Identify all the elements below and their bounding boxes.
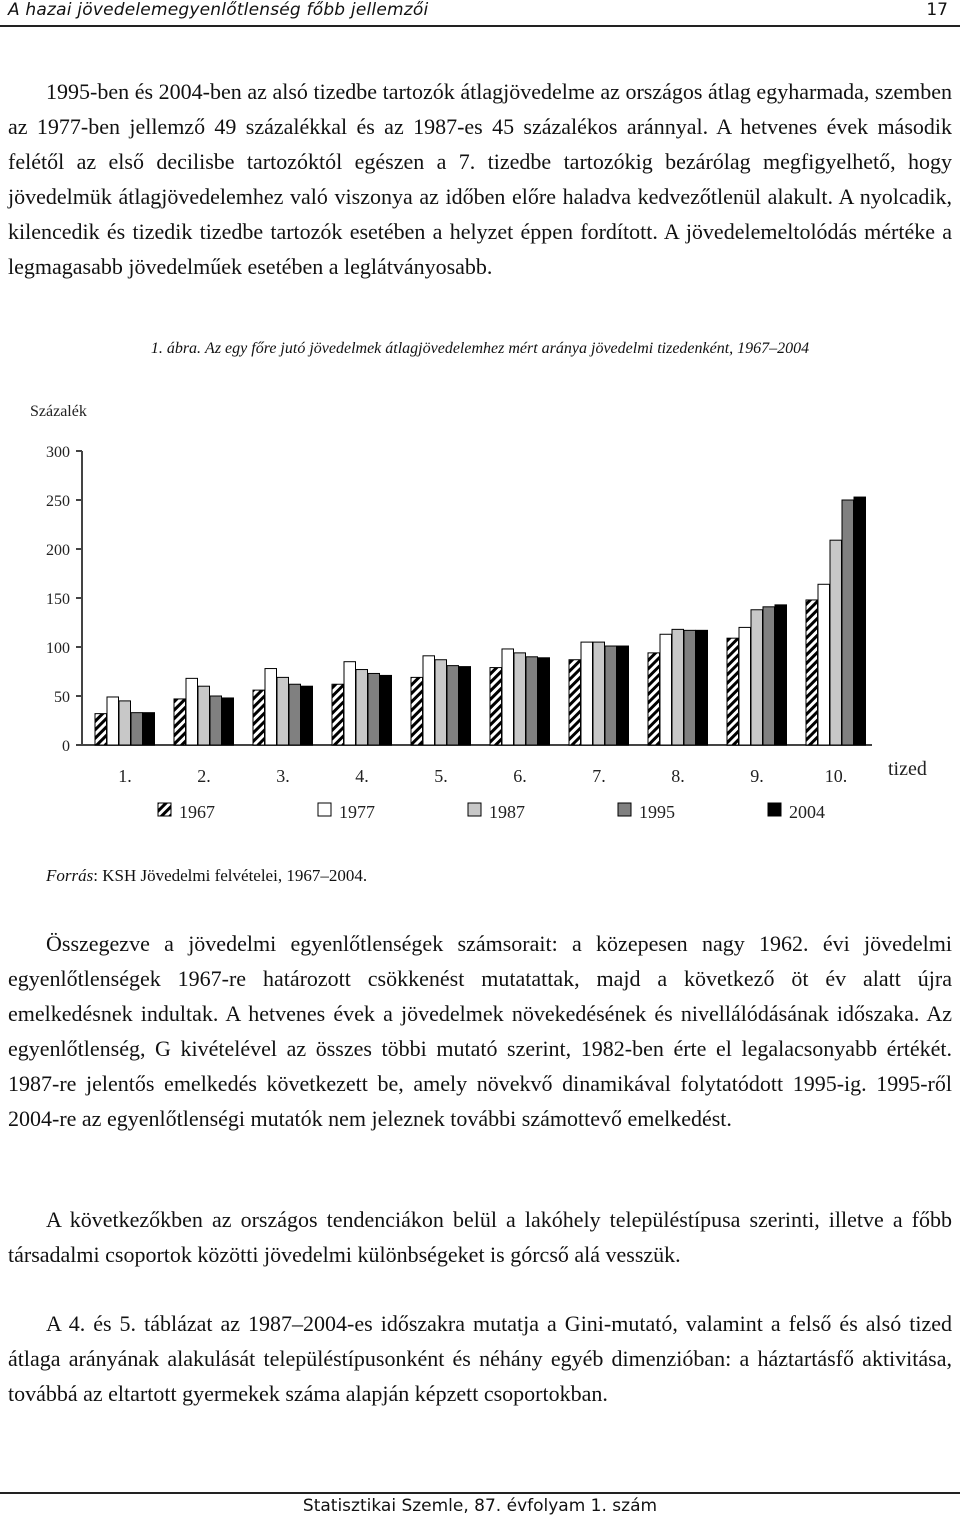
bar-1995-7 xyxy=(605,646,617,745)
bar-1977-7 xyxy=(581,642,593,745)
bar-chart xyxy=(0,390,960,840)
page-number: 17 xyxy=(926,0,948,20)
bar-1967-9 xyxy=(727,638,739,745)
bar-1987-7 xyxy=(593,642,605,745)
bar-1967-4 xyxy=(332,684,344,745)
bar-2004-7 xyxy=(617,646,629,745)
x-tick-label: 9. xyxy=(750,766,764,786)
bar-2004-8 xyxy=(696,630,708,745)
bar-1995-3 xyxy=(289,684,301,745)
bar-1977-6 xyxy=(502,649,514,745)
body-paragraph-3: A következőkben az országos tendenciákon belül a lakóhely településtípusa szerinti, illetve a főbb társadalmi csoportok közötti jövedelmi különbségeket is górcső alá vesszük. xyxy=(8,1207,952,1267)
body-paragraph-2: Összegezve a jövedelmi egyenlőtlenségek számsorait: a közepesen nagy 1962. évi jövedelmi egyenlőtlenségek 1967-re határozott csökkenést mutatattak, majd a következő öt év alatt újra emelkedésnek indultak. A hetvenes évek a jövedelmek növekedésének és nivellálódásának időszaka. Az egyenlőtlenség, G kivételével az összes többi mutató szerint, 1982-ben érte el legalacsonyabb értékét. 1987-re jelentős emelkedés következett be, amely növekvő dinamikával folytatódott 1995-ig. 1995-ről 2004-re az egyenlőtlenségi mutatók nem jeleznek további számottevő emelkedést. xyxy=(8,931,952,1131)
bar-1977-8 xyxy=(660,634,672,745)
bar-1967-8 xyxy=(648,653,660,745)
bar-2004-6 xyxy=(538,658,550,745)
bar-1967-6 xyxy=(490,668,502,745)
bar-2004-2 xyxy=(222,698,234,745)
legend-swatch-1995 xyxy=(618,803,631,816)
bar-1995-4 xyxy=(368,673,380,745)
figure-caption xyxy=(0,340,960,358)
bar-1977-1 xyxy=(107,697,119,745)
body-paragraph-1: 1995-ben és 2004-ben az alsó tizedbe tartozók átlagjövedelme az országos átlag egyharmada, szemben az 1977-ben jellemző 49 százalékkal és az 1987-es 45 százalékos aránnyal. A hetvenes évek második felétől az első decilisbe tartozóktól egészen a 7. tizedbe tartozókig bezárólag megfigyelhető, hogy jövedelmük átlagjövedelemhez való viszonya az időben előre haladva kedvezőtlenül alakult. A nyolcadik, kilencedik és tizedik tizedbe tartozók esetében a helyzet éppen fordított. A jövedelemeltolódás mértéke a legmagasabb jövedelműek esetében a leglátványosabb. xyxy=(8,79,952,279)
bar-1995-5 xyxy=(447,666,459,745)
bar-2004-9 xyxy=(775,605,787,745)
source-label: Forrás xyxy=(46,866,94,885)
x-tick-label: 3. xyxy=(276,766,290,786)
bar-2004-3 xyxy=(301,686,313,745)
bar-1987-2 xyxy=(198,686,210,745)
bar-2004-10 xyxy=(854,497,866,745)
bar-1967-1 xyxy=(95,714,107,745)
running-header xyxy=(0,0,960,28)
bar-1977-3 xyxy=(265,669,277,745)
y-tick-label: 300 xyxy=(46,444,70,461)
bar-1987-9 xyxy=(751,610,763,745)
figure-source xyxy=(46,866,367,886)
figure-title: Az egy főre jutó jövedelmek átlagjövedelemhez mért aránya jövedelmi tizedenként, 1967–2004 xyxy=(205,340,810,357)
x-tick-label: 1. xyxy=(118,766,132,786)
legend-label-1977: 1977 xyxy=(339,802,375,822)
bar-1995-6 xyxy=(526,657,538,745)
header-rule xyxy=(0,25,960,27)
footer-rule xyxy=(0,1492,960,1494)
x-tick-label: 6. xyxy=(513,766,527,786)
legend-label-1967: 1967 xyxy=(179,802,215,822)
legend-swatch-1977 xyxy=(318,803,331,816)
legend-swatch-2004 xyxy=(768,803,781,816)
bar-1967-10 xyxy=(806,600,818,745)
y-tick-label: 0 xyxy=(62,738,70,755)
bars xyxy=(95,497,866,745)
bar-1977-9 xyxy=(739,627,751,745)
x-tick-label: 2. xyxy=(197,766,211,786)
bar-1977-5 xyxy=(423,656,435,745)
x-tick-label: 4. xyxy=(355,766,369,786)
bar-1995-10 xyxy=(842,500,854,745)
x-tick-labels xyxy=(118,766,847,786)
legend-swatch-1987 xyxy=(468,803,481,816)
bar-1977-10 xyxy=(818,584,830,745)
bar-1977-4 xyxy=(344,662,356,745)
x-tick-label: 5. xyxy=(434,766,448,786)
y-tick-label: 50 xyxy=(54,689,70,706)
legend xyxy=(158,802,825,822)
bar-1987-3 xyxy=(277,677,289,745)
y-tick-label: 100 xyxy=(46,640,70,657)
legend-label-1987: 1987 xyxy=(489,802,525,822)
bar-1967-7 xyxy=(569,660,581,745)
y-tick-label: 200 xyxy=(46,542,70,559)
bar-1987-1 xyxy=(119,701,131,745)
legend-label-1995: 1995 xyxy=(639,802,675,822)
x-axis-label: tized xyxy=(888,758,927,780)
bar-1967-2 xyxy=(174,699,186,745)
legend-label-2004: 2004 xyxy=(789,802,825,822)
y-tick-label: 150 xyxy=(46,591,70,608)
bar-1987-8 xyxy=(672,629,684,745)
x-tick-label: 7. xyxy=(592,766,606,786)
bar-1967-5 xyxy=(411,677,423,745)
running-header-title: A hazai jövedelemegyenlőtlenség főbb jellemzői xyxy=(8,0,429,20)
figure-label: 1. ábra. xyxy=(150,340,202,357)
bar-2004-4 xyxy=(380,675,392,745)
bar-1987-10 xyxy=(830,540,842,745)
bar-1967-3 xyxy=(253,690,265,745)
legend-swatch-1967 xyxy=(158,803,171,816)
y-axis-label: Százalék xyxy=(30,403,87,420)
x-tick-label: 8. xyxy=(671,766,685,786)
bar-1995-9 xyxy=(763,607,775,745)
source-text: : KSH Jövedelmi felvételei, 1967–2004. xyxy=(93,866,368,885)
bar-1995-1 xyxy=(131,713,143,745)
bar-1987-5 xyxy=(435,660,447,745)
bar-1995-8 xyxy=(684,630,696,745)
bar-1977-2 xyxy=(186,678,198,745)
running-footer: Statisztikai Szemle, 87. évfolyam 1. szám xyxy=(302,1496,658,1516)
bar-1995-2 xyxy=(210,696,222,745)
bar-1987-4 xyxy=(356,670,368,745)
x-tick-label: 10. xyxy=(824,766,848,786)
y-tick-label: 250 xyxy=(46,493,70,510)
bar-1987-6 xyxy=(514,653,526,745)
bar-2004-1 xyxy=(143,713,155,745)
body-paragraph-4: A 4. és 5. táblázat az 1987–2004-es időszakra mutatja a Gini-mutató, valamint a felső és alsó tized átlaga arányának alakulását településtípusonként és néhány egyéb dimenzióban: a háztartásfő aktivitása, továbbá az eltartott gyermekek száma alapján képzett csoportokban. xyxy=(8,1311,952,1406)
bar-2004-5 xyxy=(459,667,471,745)
